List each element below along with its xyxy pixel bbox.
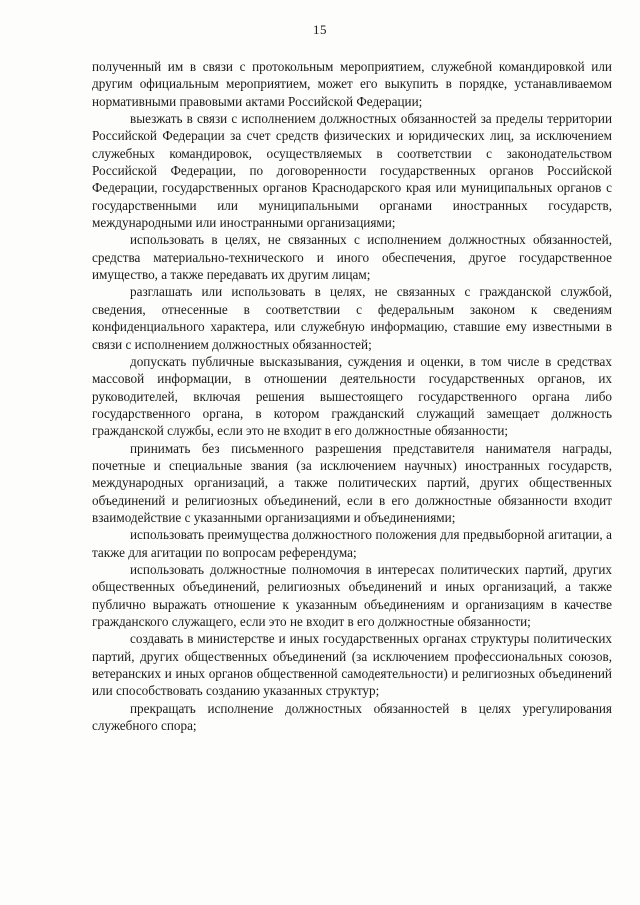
page-number: 15 [313, 22, 327, 37]
paragraph: использовать в целях, не связанных с исполнением должностных обязанностей, средства материально-технического и иного обеспечения, другое государственное имущество, а также передавать их другим лицам; [92, 232, 612, 283]
paragraph: выезжать в связи с исполнением должностных обязанностей за пределы территории Российской Федерации за счет средств физических и юридических лиц, за исключением служебных командировок, осуществляемых в соответствии с законодательством Российской Федерации, по договоренности государственных органов Российской Федерации, государственных органов Краснодарского края или муниципальных органов с государственными или муниципальными органами иностранных государств, международными или иностранными организациями; [92, 111, 612, 231]
document-body [92, 58, 612, 734]
paragraph: использовать должностные полномочия в интересах политических партий, других общественных объединений, религиозных объединений и иных организаций, а также публично выражать отношение к указанным объединениям и организациям в качестве гражданского служащего, если это не входит в его должностные обязанности; [92, 561, 612, 629]
paragraph: создавать в министерстве и иных государственных органах структуры политических партий, других общественных объединений (за исключением профессиональных союзов, ветеранских и иных органов общественной самодеятельности) и религиозных объединений или способствовать созданию указанных структур; [92, 631, 612, 699]
paragraph: прекращать исполнение должностных обязанностей в целях урегулирования служебного спора; [92, 700, 612, 734]
paragraph: допускать публичные высказывания, суждения и оценки, в том числе в средствах массовой информации, в отношении деятельности государственных органов, их руководителей, включая решения вышестоящего государственного органа либо государственного органа, в котором гражданский служащий замещает должность гражданской службы, если это не входит в его должностные обязанности; [92, 353, 612, 439]
paragraph: разглашать или использовать в целях, не связанных с гражданской службой, сведения, отнесенные в соответствии с федеральным законом к сведениям конфиденциального характера, или служебную информацию, ставшие ему известными в связи с исполнением должностных обязанностей; [92, 284, 612, 352]
paragraph: полученный им в связи с протокольным мероприятием, служебной командировкой или другим официальным мероприятием, может его выкупить в порядке, устанавливаемом нормативными правовыми актами Российской Федерации; [92, 59, 612, 109]
paragraph: принимать без письменного разрешения представителя нанимателя награды, почетные и специальные звания (за исключением научных) иностранных государств, международных организаций, а также политических партий, других общественных объединений и религиозных объединений, если в его должностные обязанности входит взаимодействие с указанными организациями и объединениями; [92, 440, 612, 525]
paragraph: использовать преимущества должностного положения для предвыборной агитации, а также для агитации по вопросам референдума; [92, 527, 612, 560]
